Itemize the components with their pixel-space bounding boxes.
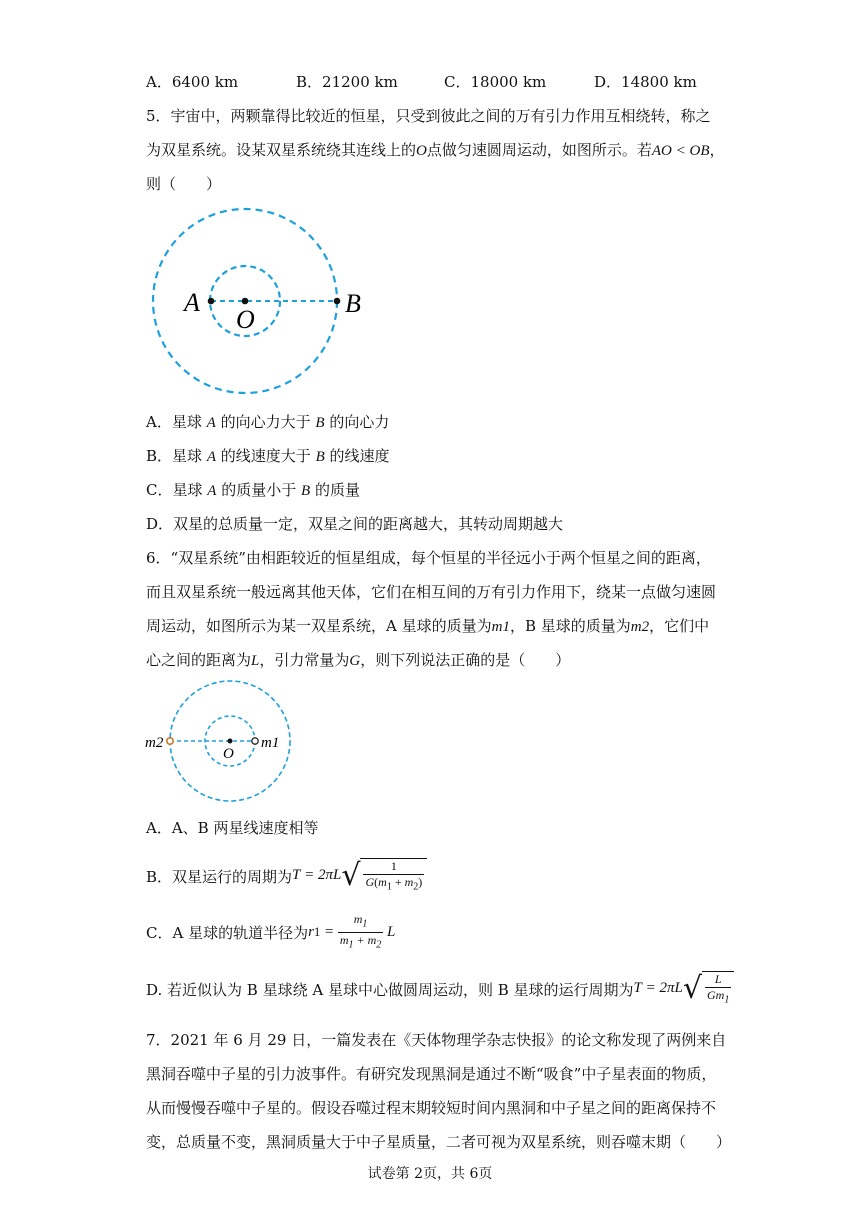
- q6-stem-line4: 心之间的距离为L，引力常量为G，则下列说法正确的是（ ）: [146, 651, 571, 669]
- star-b-dot: [334, 298, 341, 305]
- q5-option-b: B．星球 A 的线速度大于 B 的线速度: [146, 447, 390, 465]
- label-o: O: [223, 746, 234, 762]
- label-m2: m2: [145, 735, 164, 751]
- q6-option-b: B．双星运行的周期为 T = 2 π L √ $\frac{1}{G(m_1 + m_2)}$: [146, 853, 427, 899]
- center-o-dot: [228, 739, 233, 744]
- q6-stem-line3: 周运动，如图所示为某一双星系统，A 星球的质量为m1，B 星球的质量为m2，它们中: [146, 617, 710, 635]
- q7-stem-line3: 从而慢慢吞噬中子星的。假设吞噬过程末期较短时间内黑洞和中子星之间的距离保持不: [146, 1099, 717, 1117]
- page-footer: 试卷第 2页，共 6页: [367, 1166, 493, 1182]
- q6-stem-line1: 6．“双星系统”由相距较近的恒星组成，每个恒星的半径远小于两个恒星之间的距离，: [146, 549, 711, 567]
- q6-stem-line2: 而且双星系统一般远离其他天体，它们在相互间的万有引力作用下，绕某一点做匀速圆: [146, 583, 717, 601]
- q6-option-d-formula: T = 2 π L √ $\frac{L}{Gm_1}$: [634, 971, 735, 1007]
- q6-option-d: D. 若近似认为 B 星球绕 A 星球中心做圆周运动，则 B 星球的运行周期为 T = 2 π L √ $\frac{L}{Gm_1}$: [146, 966, 734, 1012]
- label-a: A: [184, 288, 200, 317]
- q7-stem-line4: 变，总质量不变，黑洞质量大于中子星质量，二者可视为双星系统，则吞噬末期（ ）: [146, 1133, 732, 1151]
- q5-stem-line3: 则（ ）: [146, 175, 222, 193]
- q4-option-a: A．6400 km: [146, 73, 239, 91]
- q7-stem-line1: 7．2021 年 6 月 29 日，一篇发表在《天体物理学杂志快报》的论文称发现了两例来自: [146, 1031, 727, 1049]
- q5-option-c: C．星球 A 的质量小于 B 的质量: [146, 481, 360, 499]
- q5-orbit-figure: [150, 205, 380, 400]
- q4-option-d: D．14800 km: [594, 73, 697, 91]
- q6-orbit-figure: [140, 676, 300, 804]
- q5-stem-line2: 为双星系统。设某双星系统绕其连线上的O点做匀速圆周运动，如图所示。若AO < OB，: [146, 141, 725, 159]
- star-a-dot: [208, 298, 215, 305]
- label-o: O: [236, 305, 255, 334]
- label-b: B: [345, 289, 361, 318]
- q6-option-c: C．A 星球的轨道半径为 r 1 = $\frac{m_1}{m_1 + m_2}$ L: [146, 912, 396, 950]
- q5-stem-line1: 5．宇宙中，两颗靠得比较近的恒星，只受到彼此之间的万有引力作用互相绕转，称之: [146, 107, 711, 125]
- star-m2-dot: [167, 738, 173, 744]
- q4-option-c: C．18000 km: [444, 73, 547, 91]
- star-m1-dot: [252, 738, 258, 744]
- q6-option-b-formula: T = 2 π L √ $\frac{1}{G(m_1 + m_2)}$: [292, 858, 427, 894]
- label-m1: m1: [261, 735, 280, 751]
- q6-option-a: A．A、B 两星线速度相等: [146, 819, 319, 837]
- q5-option-a: A．星球 A 的向心力大于 B 的向心力: [146, 413, 390, 431]
- q4-option-b: B．21200 km: [296, 73, 398, 91]
- q6-option-c-formula: r 1 = $\frac{m_1}{m_1 + m_2}$ L: [308, 912, 396, 950]
- q7-stem-line2: 黑洞吞噬中子星的引力波事件。有研究发现黑洞是通过不断“吸食”中子星表面的物质，: [146, 1065, 717, 1083]
- center-o-dot: [242, 298, 249, 305]
- q5-option-d: D．双星的总质量一定，双星之间的距离越大，其转动周期越大: [146, 515, 564, 533]
